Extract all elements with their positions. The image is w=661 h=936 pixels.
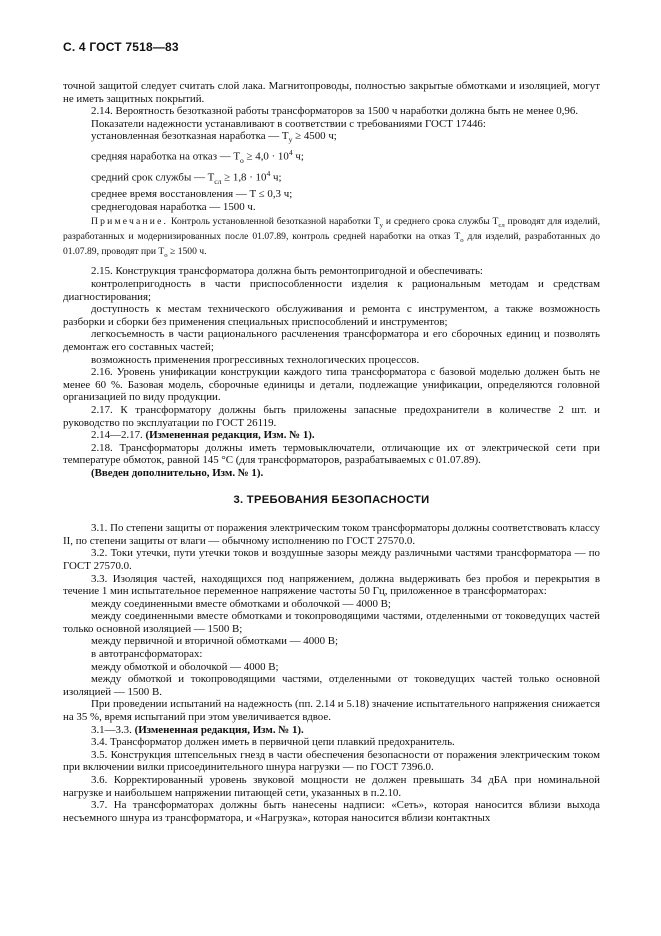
- paragraph: возможность применения прогрессивных технологических процессов.: [91, 353, 420, 366]
- paragraph: 3.3. Изоляция частей, находящихся под напряжением, должна выдерживать без пробоя и перекрытия в течение 1 мин испытательное переменное напряжение частоты 50 Гц, приложенное в трансформаторах:: [63, 572, 600, 598]
- paragraph: 2.14. Вероятность безотказной работы трансформаторов за 1500 ч наработки должна быть не менее 0,96.: [91, 105, 579, 118]
- paragraph: доступность к местам технического обслуживания и ремонта с инструментом, а также возможность разборки и сборки без применения специальных приспособлений и инструментов;: [63, 303, 600, 328]
- list-item: среднегодовая наработка — 1500 ч.: [91, 200, 256, 213]
- paragraph: между соединенными вместе обмотками и оболочкой — 4000 В;: [91, 597, 391, 610]
- paragraph: 2.15. Конструкция трансформатора должна быть ремонтопригодной и обеспечивать:: [91, 265, 483, 278]
- note: Примечание. Контроль установленной безотказной наработки $T_у$ и среднего срока службы $T_{сл}$ проводят для изделий, разработанных и модернизированных после 01.07.89, контроль средней наработки на отказ $T_о$ для изделий, разработанных до 01.07.89, проводят при $T_о \ge 1500$ ч.: [63, 216, 600, 260]
- paragraph: Показатели надежности устанавливают в соответствии с требованиями ГОСТ 17446:: [91, 117, 486, 130]
- paragraph: между обмоткой и оболочкой — 4000 В;: [91, 660, 279, 673]
- paragraph: При проведении испытаний на надежность (пп. 2.14 и 5.18) значение испытательного напряжения снижается на 35 %, время испытаний при этом увеличивается вдвое.: [63, 698, 600, 724]
- amendment-note: (Введен дополнительно, Изм. № 1).: [91, 466, 264, 479]
- section-title: 3. ТРЕБОВАНИЯ БЕЗОПАСНОСТИ: [233, 493, 430, 506]
- paragraph: легкосъемность в части рационального расчленения трансформатора и его сборочных единиц и позволять демонтаж его составных частей;: [63, 328, 600, 353]
- paragraph: 2.14—2.17. (Измененная редакция, Изм. № 1).: [91, 429, 315, 442]
- paragraph: в автотрансформаторах:: [91, 648, 203, 661]
- paragraph: между первичной и вторичной обмотками — 4000 В;: [91, 635, 339, 648]
- document-body: [63, 80, 600, 824]
- list-item: средний срок службы — $T_{сл} \ge 1,8 \cdot 10^4$ ч;: [91, 168, 282, 186]
- list-item: установленная безотказная наработка — $T_у \ge 4500$ ч;: [91, 130, 337, 145]
- paragraph: 3.7. На трансформаторах должны быть нанесены надписи: «Сеть», которая наносится вблизи выхода несъемного шнура из трансформатора, и «Нагрузка», которая наносится вблизи контактных: [63, 799, 600, 824]
- paragraph: 3.2. Токи утечки, пути утечки токов и воздушные зазоры между различными частями трансформатора — по ГОСТ 27570.0.: [63, 547, 600, 572]
- paragraph: 3.6. Корректированный уровень звуковой мощности не должен превышать 34 дБА при номинальной нагрузке и наибольшем напряжении питающей сети, указанных в п.2.10.: [63, 774, 600, 799]
- paragraph: 3.1. По степени защиты от поражения электрическим током трансформаторы должны соответствовать классу II, по степени защиты от влаги — обычному исполнению по ГОСТ 27570.0.: [63, 522, 600, 547]
- paragraph: контролепригодность в части приспособленности изделия к рациональным методам и средствам диагностирования;: [63, 278, 600, 303]
- paragraph: между соединенными вместе обмотками и токопроводящими частями, отделенными от токоведущих частей только основной изоляцией — 1500 В;: [63, 610, 600, 635]
- paragraph: 3.4. Трансформатор должен иметь в первичной цепи плавкий предохранитель.: [91, 736, 455, 749]
- paragraph: 3.1—3.3. (Измененная редакция, Изм. № 1).: [91, 723, 304, 736]
- paragraph: 2.17. К трансформатору должны быть приложены запасные предохранители в количестве 2 шт. и руководство по эксплуатации по ГОСТ 26119.: [63, 403, 600, 429]
- paragraph: 2.16. Уровень унификации конструкции каждого типа трансформатора с базовой моделью должен быть не менее 60 %. Базовая модель, сборочные единицы и детали, подлежащие унификации, определяются головной организацией по виду продукции.: [63, 366, 600, 404]
- paragraph: 2.18. Трансформаторы должны иметь термовыключатели, отличающие их от электрической сети при температуре обмоток, равной 145 °С (для трансформаторов, разрабатываемых с 01.07.89).: [63, 441, 600, 467]
- paragraph: точной защитой следует считать слой лака. Магнитопроводы, полностью закрытые обмотками и изоляцией, могут не иметь защитных покрытий.: [63, 80, 600, 105]
- list-item: среднее время восстановления — T ≤ 0,3 ч;: [91, 187, 293, 200]
- paragraph: 3.5. Конструкция штепсельных гнезд в части обеспечения безопасности от поражения электрическим током при включении вилки присоединительного шнура нагрузки — по ГОСТ 7396.0.: [63, 748, 600, 774]
- page-header: С. 4 ГОСТ 7518—83: [63, 40, 179, 54]
- paragraph: между обмоткой и токопроводящими частями, отделенными от токоведущих частей только основной изоляцией — 1500 В.: [63, 673, 600, 698]
- list-item: средняя наработка на отказ — $T_о \ge 4,0 \cdot 10^4$ ч;: [91, 148, 304, 165]
